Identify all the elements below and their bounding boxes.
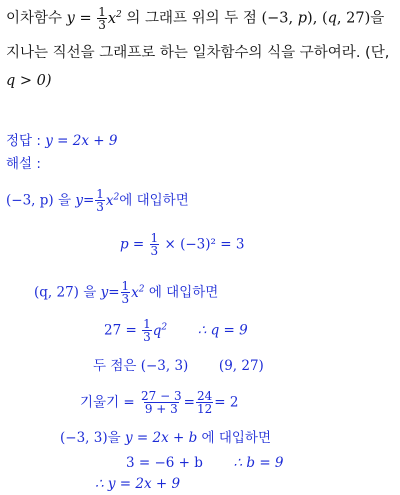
sub3-line bbox=[60, 432, 271, 446]
answer-line bbox=[6, 135, 117, 149]
math-y: y bbox=[66, 10, 75, 27]
math-x2: $x^2$ bbox=[105, 192, 120, 209]
eq3-line bbox=[126, 457, 284, 471]
math-y: y bbox=[100, 284, 109, 301]
sub2-text: 을 bbox=[83, 284, 97, 301]
sub3-point: (−3, 3)을 bbox=[60, 430, 121, 446]
sub3-end: 에 대입하면 bbox=[201, 430, 272, 446]
math-x2: $x^2$ bbox=[131, 284, 145, 301]
problem-text-2: 지나는 직선을 그래프로 하는 일차함수의 식을 구하여라. (단, bbox=[6, 45, 390, 61]
eq3-left: 3 = −6 + b bbox=[126, 455, 203, 471]
math-q2: $q^2$ bbox=[152, 322, 168, 339]
points-label: 두 점은 bbox=[93, 358, 137, 374]
point-neg3-p: (−3, p), bbox=[261, 10, 318, 27]
sub2-end: 에 대입하면 bbox=[148, 284, 219, 301]
problem-line-2 bbox=[6, 46, 389, 61]
points-val2: (9, 27) bbox=[218, 358, 264, 374]
final-answer-text: ∴ y = 2x + 9 bbox=[95, 476, 181, 492]
sub1-line bbox=[6, 188, 189, 213]
explanation-label: 해설 : bbox=[6, 156, 41, 172]
eq2-line bbox=[104, 318, 248, 343]
fraction-one-third: $\frac{1}{3}$ bbox=[121, 279, 130, 306]
problem-text-3: q > 0) bbox=[6, 73, 52, 89]
fraction-one-third: $\frac{1}{3}$ bbox=[150, 231, 159, 258]
problem-text-b: 의 그래프 위의 두 점 bbox=[126, 10, 257, 27]
sub2-line bbox=[34, 280, 218, 305]
slope-result: = 2 bbox=[214, 394, 239, 411]
answer-label: 정답 : bbox=[6, 133, 41, 149]
eq2-left: 27 = bbox=[104, 322, 137, 339]
problem-line-3 bbox=[6, 74, 52, 89]
eq1-right: × (−3)² = 3 bbox=[164, 236, 245, 253]
sub1-point: (−3, p) bbox=[6, 192, 54, 209]
slope-den: 9 + 3 bbox=[144, 402, 178, 416]
fraction-one-third: $\frac{1}{3}$ bbox=[143, 317, 151, 344]
math-eq: = bbox=[108, 284, 120, 301]
problem-text-a: 이차함수 bbox=[6, 10, 63, 27]
eq1-left: p = bbox=[120, 236, 145, 253]
fraction-one-third: $\frac{1}{3}$ bbox=[98, 5, 106, 32]
answer-value: y = 2x + 9 bbox=[45, 133, 118, 149]
slope-den2: 12 bbox=[196, 402, 213, 416]
final-answer bbox=[95, 478, 180, 492]
sub1-end: 에 대입하면 bbox=[119, 192, 189, 209]
sub2-point: (q, 27) bbox=[34, 284, 79, 301]
slope-num: 27 − 3 bbox=[141, 389, 182, 403]
math-eq: = bbox=[79, 10, 92, 27]
math-y: y bbox=[75, 192, 83, 209]
math-eq: = bbox=[82, 192, 95, 209]
slope-num2: 24 bbox=[196, 389, 213, 403]
points-line bbox=[93, 360, 264, 374]
slope-line bbox=[80, 390, 238, 415]
math-eq: = bbox=[183, 394, 195, 411]
eq3-therefore: ∴ b = 9 bbox=[233, 455, 284, 471]
sub3-eq: y = 2x + b bbox=[124, 430, 198, 446]
sub1-text: 을 bbox=[57, 192, 72, 209]
problem-line-1 bbox=[6, 6, 384, 31]
points-val1: (−3, 3) bbox=[140, 358, 189, 374]
slope-label: 기울기 = bbox=[80, 394, 135, 411]
math-x2: $x^2$ bbox=[107, 9, 122, 27]
fraction-slope bbox=[140, 390, 183, 415]
eq1-line bbox=[120, 232, 244, 257]
eq2-therefore: ∴ q = 9 bbox=[197, 322, 248, 339]
point-q-27: (q, 27)을 bbox=[321, 10, 385, 27]
fraction-one-third: $\frac{1}{3}$ bbox=[96, 187, 104, 214]
fraction-slope-reduced bbox=[196, 390, 213, 415]
